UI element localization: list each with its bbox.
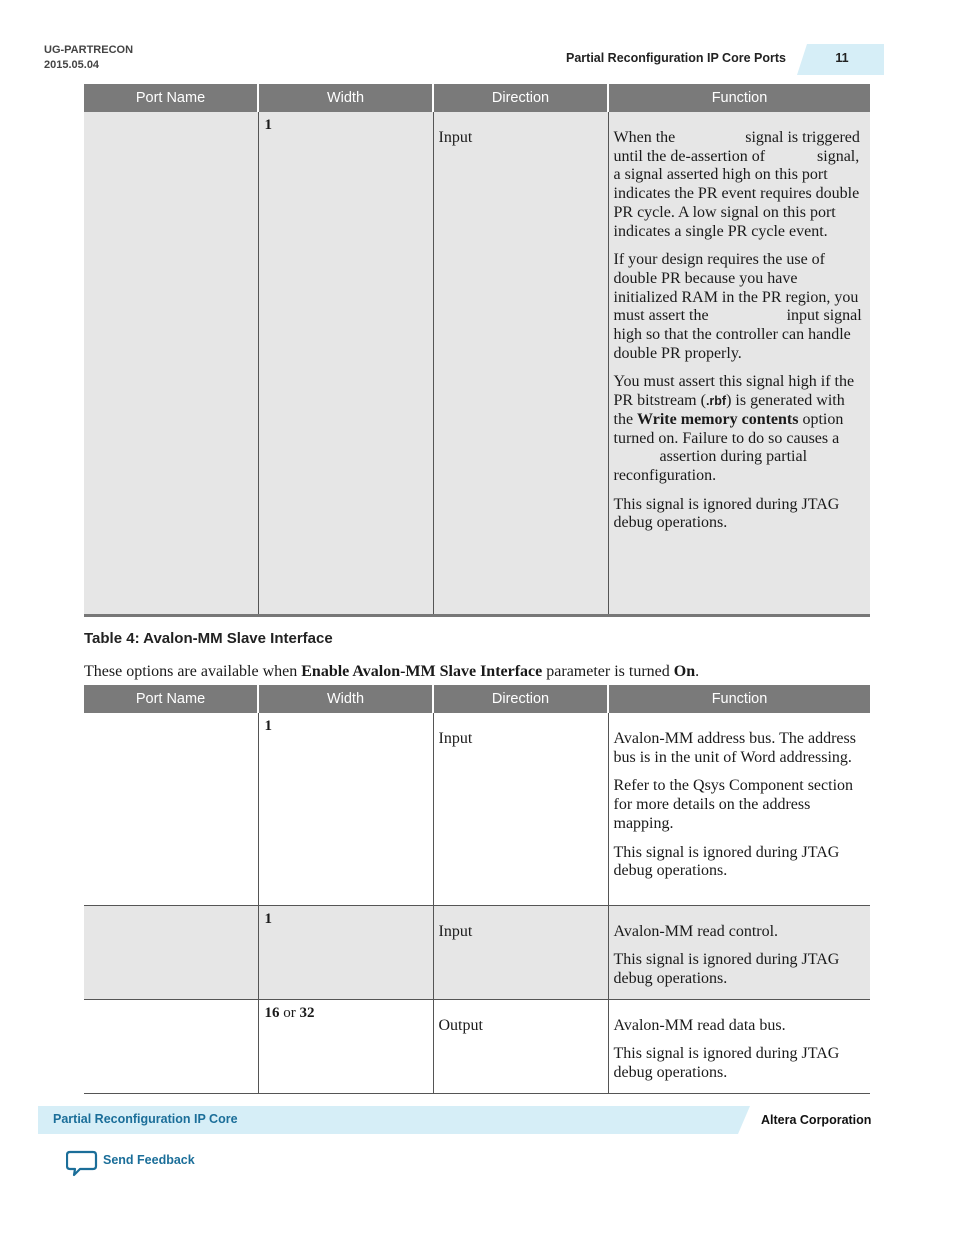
function-text: If your design requires the use of double PR because you have initialized RAM in the PR region, you must assert the (613, 251, 859, 325)
col-header-width: Width (258, 84, 433, 112)
function-text: When the (613, 129, 676, 146)
function-cell (608, 905, 870, 999)
width-cell: 1 (258, 905, 433, 999)
function-paragraph: Refer to the Qsys Component section for more details on the address mapping. (613, 777, 854, 832)
function-paragraph (614, 251, 865, 363)
option-name: Write memory contents (637, 410, 799, 428)
function-paragraph (614, 373, 865, 485)
intro-text: . (695, 663, 700, 680)
intro-text: These options are available when (84, 663, 298, 680)
port-name-cell (84, 112, 258, 615)
page-number-tab (797, 44, 884, 75)
intro-text: parameter is turned (546, 663, 670, 680)
width-value: 32 (299, 1004, 315, 1021)
ports-table-continued (84, 84, 870, 617)
function-paragraph: Avalon-MM address bus. The address bus is in the unit of Word addressing. (613, 730, 856, 766)
port-name-cell (84, 999, 258, 1093)
send-feedback-label[interactable]: Send Feedback (103, 1153, 195, 1167)
function-text: option turned on. Failure to do so causes a (613, 410, 844, 447)
direction-cell: Input (433, 112, 608, 615)
document-date: 2015.05.04 (44, 59, 100, 71)
function-cell (608, 713, 870, 905)
table-row (84, 905, 870, 999)
table-header-row (84, 685, 870, 713)
port-name-cell (84, 905, 258, 999)
function-text: input signal high so that the controller can handle double PR properly. (613, 307, 862, 362)
page-number: 11 (835, 51, 849, 65)
table-row (84, 713, 870, 905)
col-header-direction: Direction (433, 84, 608, 112)
width-value: 16 (264, 1004, 280, 1021)
col-header-port-name: Port Name (84, 685, 258, 713)
function-paragraph (614, 129, 865, 241)
section-title: Partial Reconfiguration IP Core Ports (566, 51, 786, 65)
speech-bubble-icon (66, 1150, 98, 1178)
function-paragraph: Avalon-MM read data bus. (613, 1016, 786, 1034)
footer-company: Altera Corporation (761, 1113, 872, 1127)
parameter-name: Enable Avalon-MM Slave Interface (301, 663, 543, 680)
direction-cell: Input (433, 713, 608, 905)
document-id: UG-PARTRECON (44, 44, 134, 56)
table-row (84, 999, 870, 1093)
footer-doc-title: Partial Reconfiguration IP Core (53, 1112, 238, 1126)
function-paragraph: Avalon-MM read control. (613, 922, 779, 940)
function-text: ) is generated with the (613, 392, 845, 428)
function-paragraph: This signal is ignored during JTAG debug operations. (613, 1045, 840, 1082)
function-cell (608, 999, 870, 1093)
width-cell (258, 999, 433, 1093)
function-cell (608, 112, 870, 615)
parameter-value: On (673, 663, 696, 680)
col-header-direction: Direction (433, 685, 608, 713)
function-text: assertion during partial reconfiguration. (613, 448, 808, 484)
col-header-width: Width (258, 685, 433, 713)
col-header-port-name: Port Name (84, 84, 258, 112)
function-paragraph: This signal is ignored during JTAG debug operations. (613, 951, 840, 987)
direction-cell: Output (433, 999, 608, 1093)
table-caption: Table 4: Avalon-MM Slave Interface (84, 630, 333, 647)
port-name-cell (84, 713, 258, 905)
width-cell: 1 (258, 713, 433, 905)
table-intro (84, 663, 699, 681)
function-paragraph: This signal is ignored during JTAG debug operations. (613, 843, 840, 880)
footer-bar (38, 1106, 750, 1134)
table-row (84, 112, 870, 615)
document-id-block (44, 43, 133, 73)
function-text: You must assert this signal high if the PR bitstream ( (613, 373, 855, 410)
function-text: signal is triggered until the de-assertion of (613, 129, 860, 165)
width-cell: 1 (258, 112, 433, 615)
col-header-function: Function (608, 685, 870, 713)
col-header-function: Function (608, 84, 870, 112)
avalon-mm-slave-table (84, 685, 870, 1094)
function-paragraph: This signal is ignored during JTAG debug operations. (613, 495, 840, 532)
file-extension-code: .rbf (705, 394, 727, 409)
function-text: signal, a signal asserted high on this port indicates the PR event requires double PR cycle. A low signal on this port indicates a single PR cycle event. (613, 147, 860, 240)
table-header-row (84, 84, 870, 112)
width-separator: or (283, 1004, 296, 1021)
direction-cell: Input (433, 905, 608, 999)
